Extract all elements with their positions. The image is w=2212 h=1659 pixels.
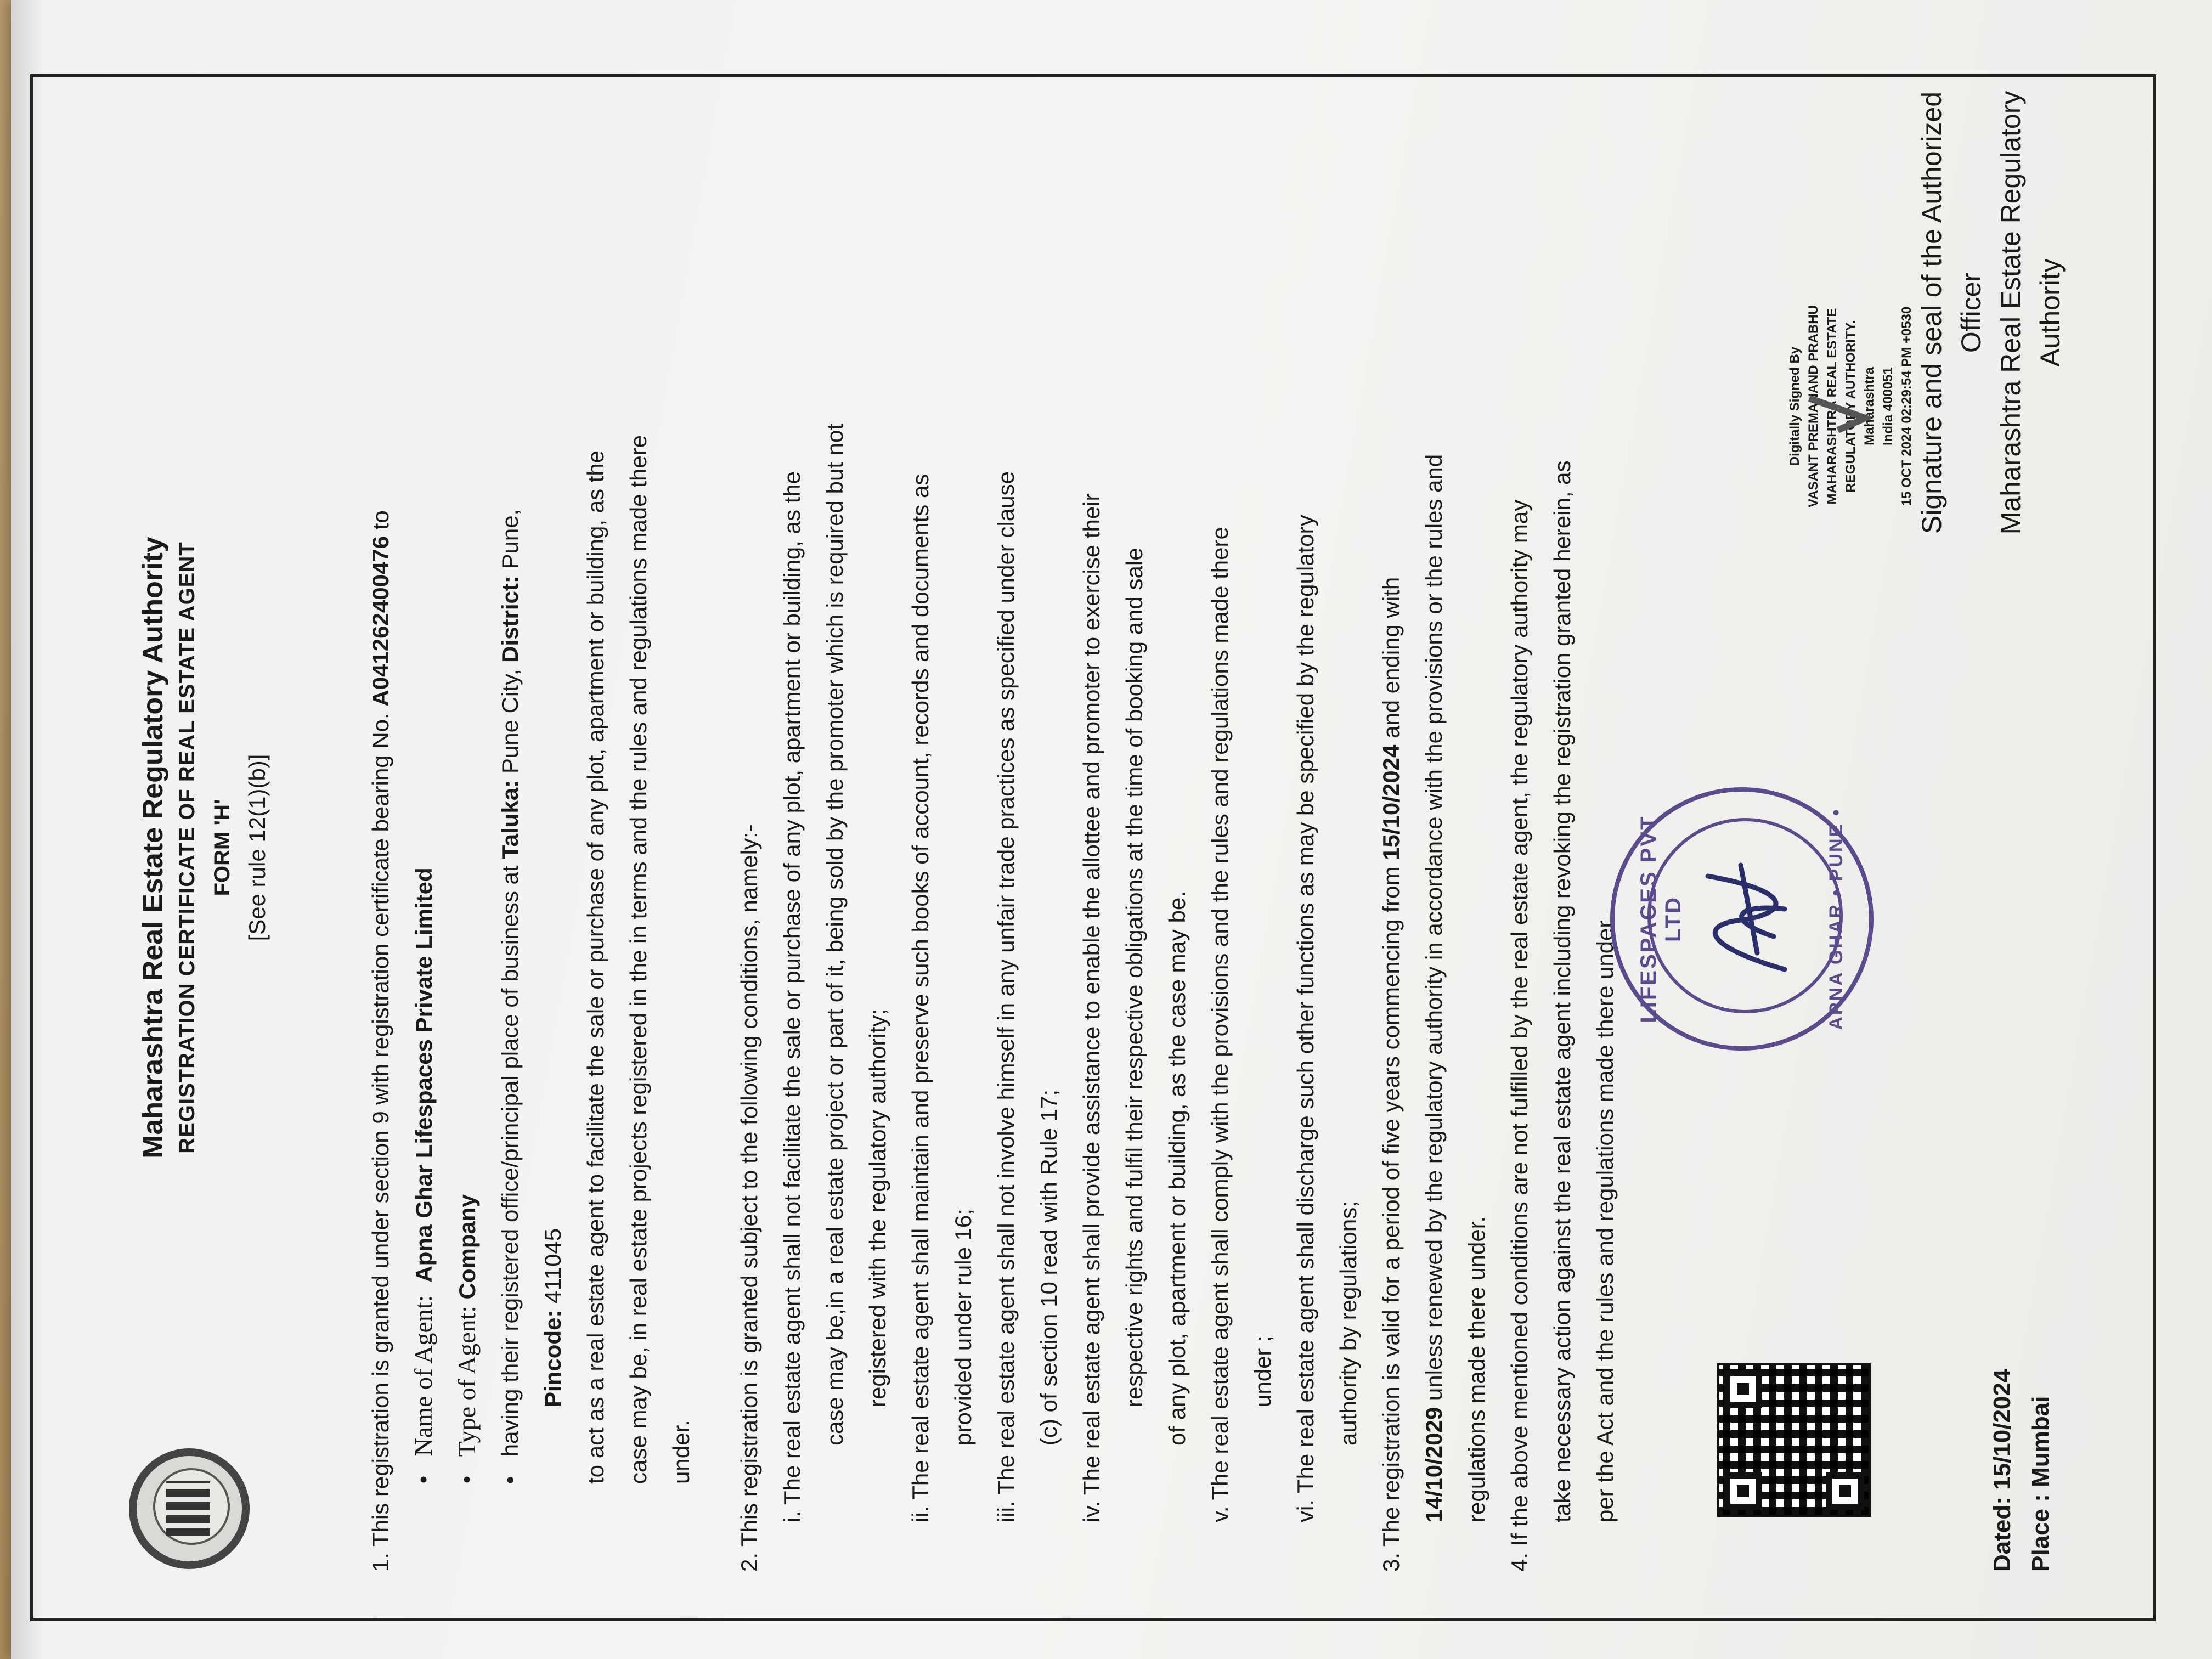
clause-4-line-1: 4. If the above mentioned conditions are not fulfilled by the real estate agent, the regulatory authority may xyxy=(1506,499,1532,1572)
agent-name: • Name of Agent: Apna Ghar Lifespaces Private Limited xyxy=(402,145,445,1572)
handwritten-signature-icon xyxy=(1675,843,1818,986)
condition-v-line-2: under ; xyxy=(1250,1335,1276,1407)
registration-number: A041262400476 xyxy=(368,535,393,707)
clause-1-line-2: case may be, in real estate projects registered in the in terms and the rules and regulations made there xyxy=(625,435,651,1484)
issue-date: Dated: 15/10/2024 xyxy=(1989,1369,2016,1572)
clause-4-line-2: take necessary action against the real estate agent including revoking the registration granted herein, as xyxy=(1549,460,1575,1522)
condition-iii-line-1: iii. The real estate agent shall not involve himself in any unfair trade practices as specified under clause xyxy=(993,471,1019,1522)
condition-i-line-3: registered with the regulatory authority; xyxy=(865,1008,890,1407)
clause-3-line-1: 3. The registration is valid for a period of five years commencing from 15/10/2024 and ending with xyxy=(1378,577,1404,1572)
issue-details xyxy=(1983,1369,2060,1572)
agent-address: • having their registered office/principal place of business at Taluka: Pune City, District: Pune, xyxy=(489,145,532,1572)
stamp-top-text: LIFESPACES PVT LTD xyxy=(1637,815,1685,1023)
validity-end-date: 14/10/2029 xyxy=(1421,1407,1447,1522)
condition-v-line-1: v. The real estate agent shall comply with the provisions and the rules and regulations made there xyxy=(1207,527,1233,1522)
condition-iv-line-2: respective rights and fulfil their respective obligations at the time of booking and sale xyxy=(1121,548,1147,1407)
authority-title: Maharashtra Real Estate Regulatory Authority xyxy=(137,537,169,1159)
condition-ii-line-1: ii. The real estate agent shall maintain and preserve such books of account, records and documents as xyxy=(907,473,933,1522)
validity-start-date: 15/10/2024 xyxy=(1378,744,1404,860)
condition-vi-line-1: vi. The real estate agent shall discharge such other functions as may be specified by the regulatory xyxy=(1293,515,1318,1522)
digital-signature-block: Digitally Signed By VASANT PREMANAND PRABHU MAHARASHTRA REAL ESTATE REGULATORY AUTHORITY. Maharashtra India 400051 15 OCT 2024 02:29:54 PM +0530 xyxy=(1787,305,1914,507)
certificate-content xyxy=(30,74,2156,1621)
condition-i-line-2: case may be,in a real estate project or part of it, being sold by the promoter which is required but not xyxy=(822,424,848,1446)
rule-reference: [See rule 12(1)(b)] xyxy=(244,754,270,941)
clause-4-line-3: per the Act and the rules and regulations made there under xyxy=(1592,920,1618,1522)
certificate-body xyxy=(359,145,1627,1572)
condition-vi-line-2: authority by regulations; xyxy=(1335,1201,1361,1446)
condition-iv-line-3: of any plot, apartment or building, as the case may be. xyxy=(1164,891,1190,1446)
clause-2-intro: 2. This registration is granted subject to the following conditions, namely:- xyxy=(736,824,762,1572)
stamp-bottom-text: APNA GHAR • PUNE • xyxy=(1826,808,1847,1030)
clause-1-intro: 1. This registration is granted under section 9 with registration certificate bearing No. A041262400476 to xyxy=(368,510,393,1572)
condition-iv-line-1: iv. The real estate agent shall provide assistance to enable the allottee and promoter to exercise their xyxy=(1079,493,1104,1522)
agent-pincode: Pincode: 411045 xyxy=(540,1228,566,1407)
signature-line-1: Signature and seal of the Authorized Officer xyxy=(1916,91,1987,534)
verified-check-icon xyxy=(1805,395,1871,433)
company-seal-stamp xyxy=(1610,787,1874,1051)
issue-place: Place : Mumbai xyxy=(2027,1396,2054,1572)
condition-iii-line-2: (c) of section 10 read with Rule 17; xyxy=(1036,1090,1062,1446)
clause-3-line-3: regulations made there under. xyxy=(1464,1216,1489,1522)
clause-1-line-1: to act as a real estate agent to facilitate the sale or purchase of any plot, apartment or building, as the xyxy=(583,450,608,1484)
clause-1-line-3: under. xyxy=(668,1420,694,1484)
form-label: FORM 'H' xyxy=(210,799,234,896)
certificate-header xyxy=(134,74,274,1621)
signature-line-2: Maharashtra Real Estate Regulatory Authority xyxy=(1995,91,2066,535)
certificate-subtitle: REGISTRATION CERTIFICATE OF REAL ESTATE AGENT xyxy=(175,541,199,1154)
qr-code xyxy=(1717,1363,1871,1517)
agent-type: • Type of Agent: Company xyxy=(445,145,489,1572)
clause-3-line-2: 14/10/2029 unless renewed by the regulatory authority in accordance with the provisions or the rules and xyxy=(1421,454,1447,1522)
condition-ii-line-2: provided under rule 16; xyxy=(950,1209,976,1446)
condition-i-line-1: i. The real estate agent shall not facilitate the sale or purchase of any plot, apartment or building, as the xyxy=(779,471,805,1522)
authorized-officer-signature xyxy=(1912,74,2070,551)
